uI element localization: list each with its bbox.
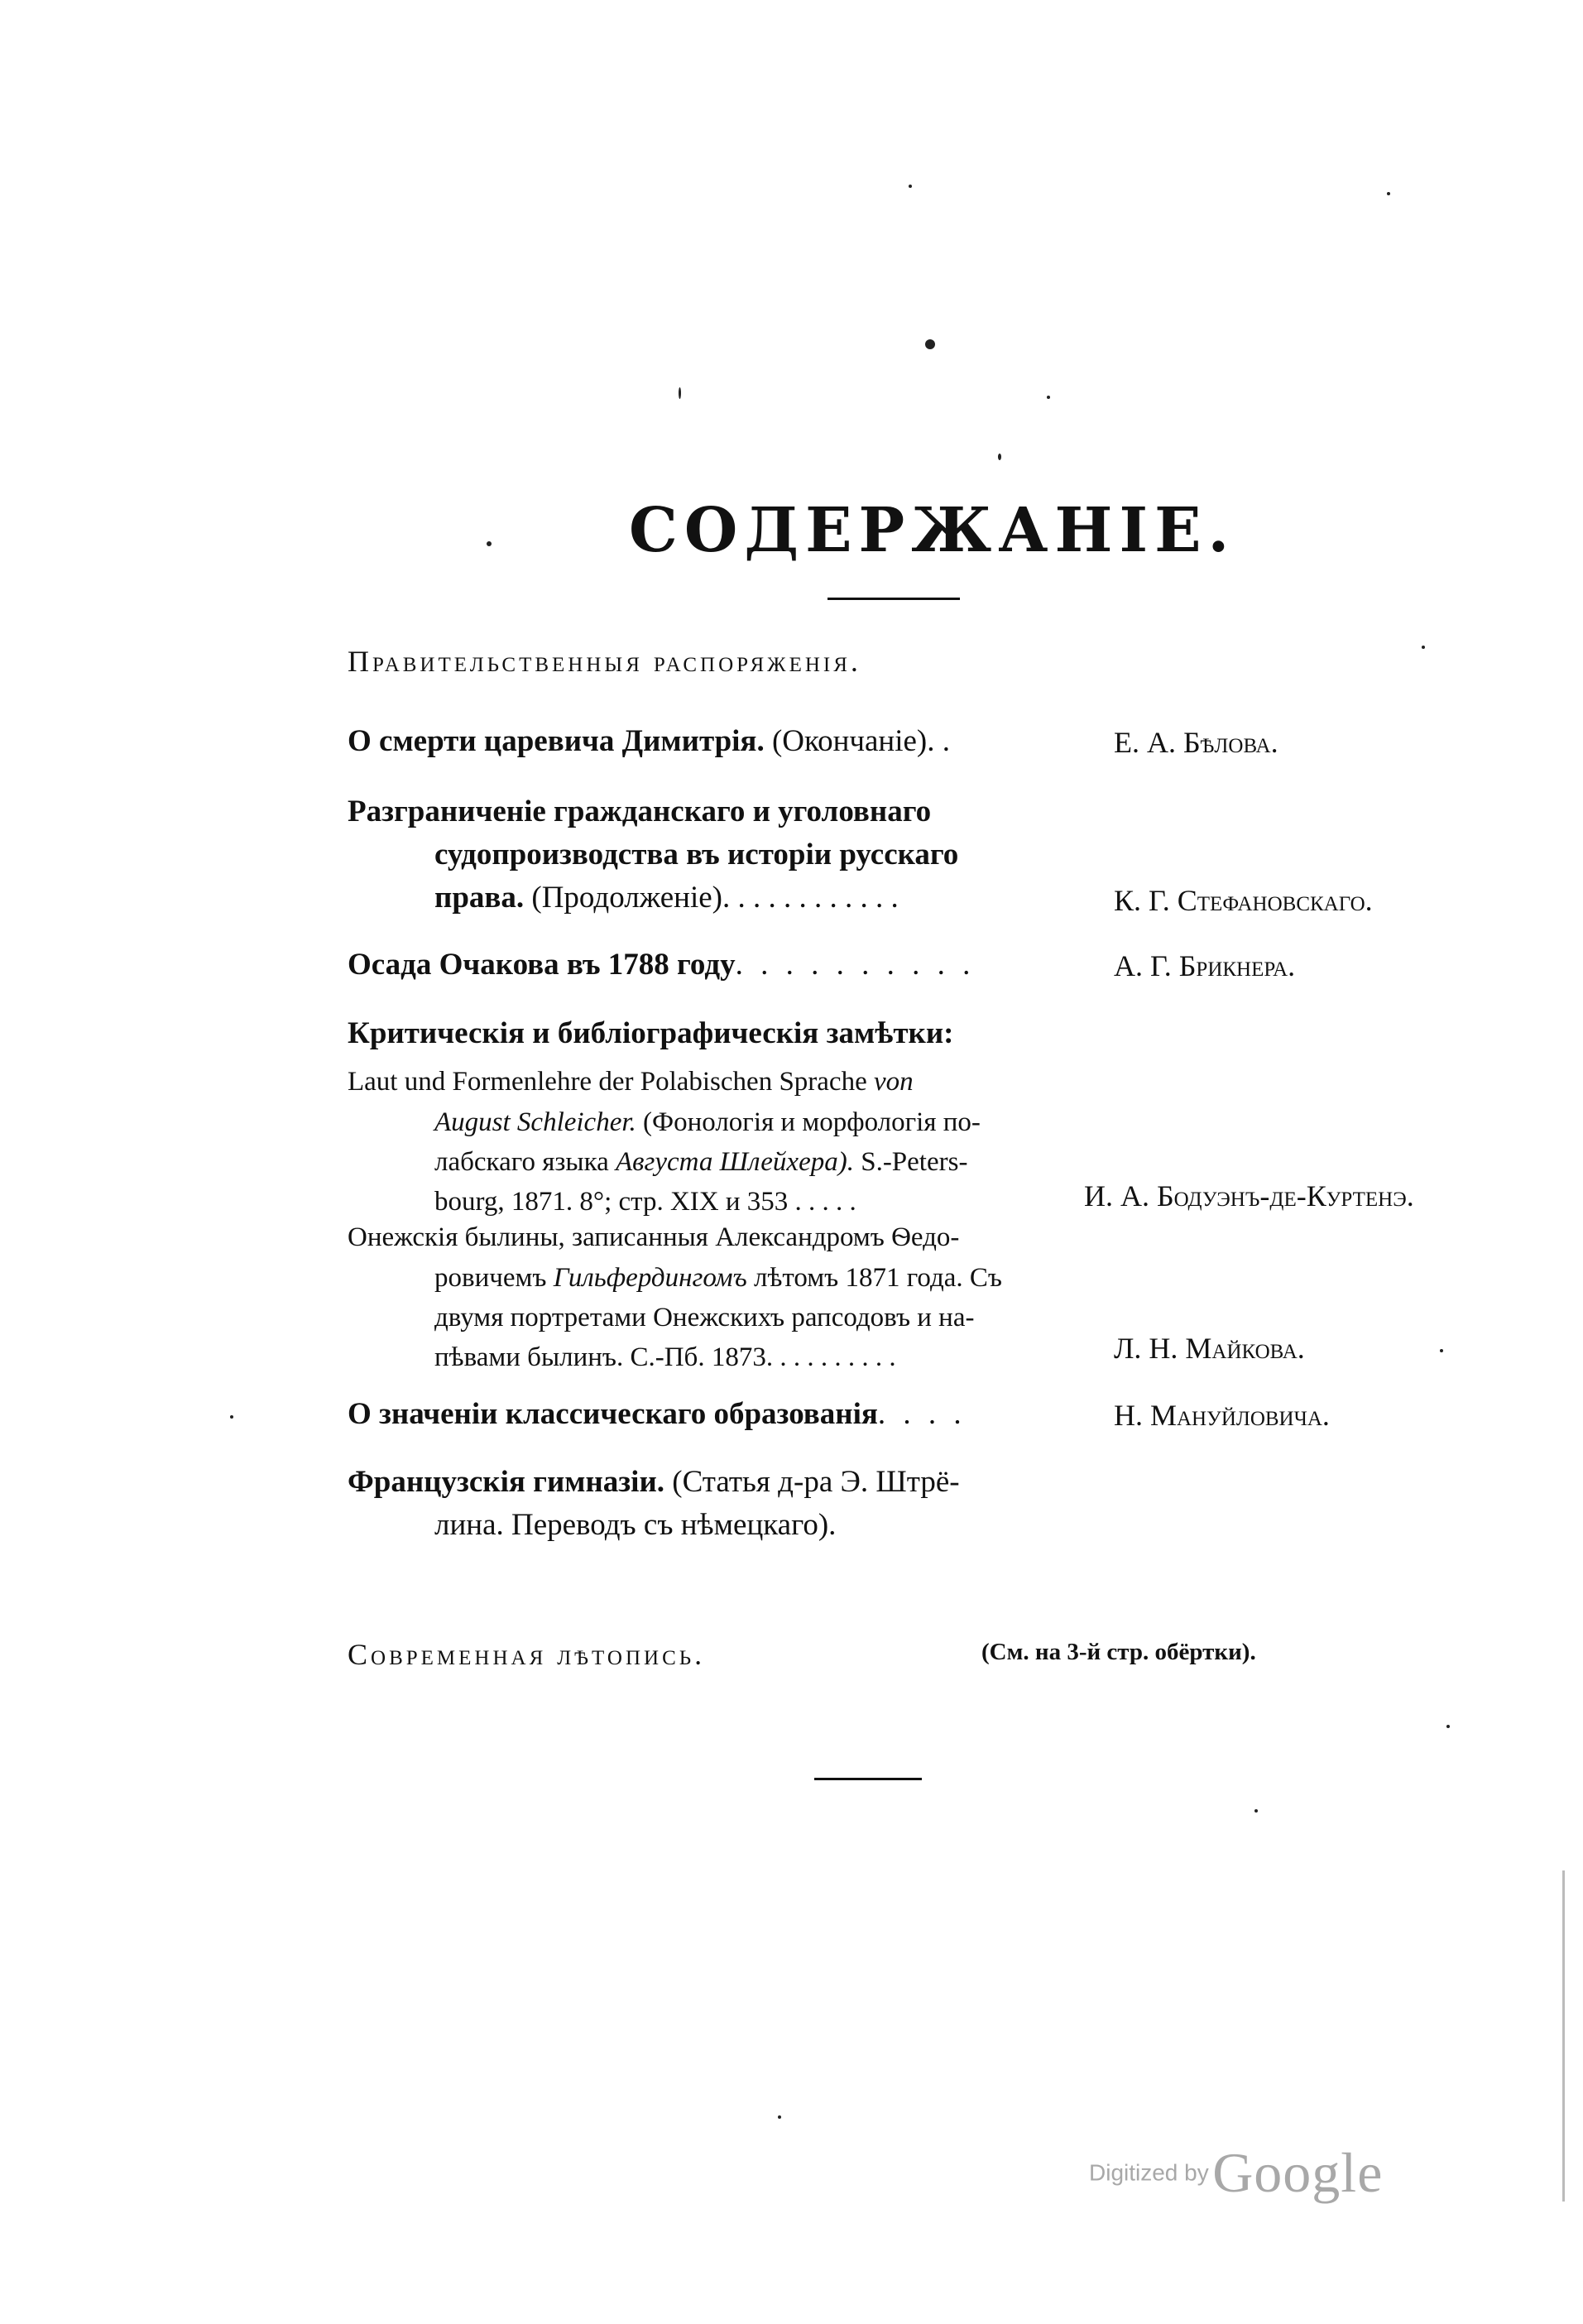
entry-author: Л. Н. Майкова. — [1114, 1332, 1305, 1365]
entry-title: О смерти царевича Димитрія. — [348, 724, 765, 758]
scan-speck — [778, 2115, 781, 2119]
entry-author: Е. А. Бѣлова. — [1114, 726, 1278, 759]
entry-author: И. А. Бодуэнъ-де-Куртенэ. — [1084, 1179, 1414, 1212]
scan-speck — [1422, 646, 1425, 649]
entry-title-line: Разграниченіе гражданскаго и уголовнаго — [348, 795, 932, 828]
scan-speck — [1562, 1870, 1565, 2202]
scan-speck — [925, 339, 935, 349]
title-divider — [827, 598, 960, 600]
google-logo: Google — [1212, 2141, 1384, 2204]
scan-speck — [1387, 192, 1390, 195]
entry-title: Французскія гимназіи. — [348, 1465, 665, 1499]
scan-speck — [1254, 1809, 1258, 1813]
entry-title-line: права. — [434, 881, 525, 915]
entry-line-italic: Августа Шлейхера). — [616, 1147, 854, 1177]
entry-dots: . . . . — [877, 1397, 967, 1431]
entry-line: bourg, 1871. 8°; стр. XIX и 353 . . . . . — [434, 1187, 856, 1217]
toc-subheading — [348, 1012, 1456, 1055]
entry-line: Онежскія былины, записанныя Александромъ Ѳедо- — [348, 1222, 960, 1252]
entry-line: (Фонологія и морфологія по- — [636, 1107, 981, 1137]
entry-author: Н. Мануйловича. — [1114, 1399, 1330, 1432]
bottom-divider — [814, 1778, 922, 1780]
entry-note: (Статья д-ра Э. Штрё- — [664, 1465, 960, 1499]
entry-title: О значеніи классическаго образованія — [348, 1397, 878, 1431]
scan-speck — [1047, 396, 1050, 399]
entry-line: ровичемъ — [434, 1263, 554, 1293]
entry-line: лабскаго языка — [434, 1147, 616, 1177]
scan-speck — [909, 185, 912, 188]
entry-note: (Окончаніе). . — [764, 724, 950, 758]
entry-title-line: судопроизводства въ исторіи русскаго — [434, 838, 959, 872]
entry-title: Осада Очакова въ 1788 году — [348, 948, 736, 982]
scan-speck — [998, 454, 1001, 460]
page-title: СОДЕРЖАНІЕ. — [629, 495, 1236, 566]
toc-entry — [348, 1461, 1456, 1547]
entry-author: К. Г. Стефановскаго. — [1114, 884, 1373, 917]
scan-speck — [487, 541, 492, 546]
scan-speck — [679, 387, 681, 399]
entry-line: Laut und Formenlehre der Polabischen Sprache — [348, 1067, 874, 1097]
entry-line: лѣтомъ 1871 года. Съ — [746, 1263, 1002, 1293]
entry-line-italic: Гильфердингомъ — [553, 1263, 747, 1293]
toc-entry — [348, 720, 1456, 763]
section-chronicle-heading: Современная лѣтопись. — [348, 1638, 706, 1671]
entry-note: лина. Переводъ съ нѣмецкаго). — [434, 1508, 837, 1542]
watermark-prefix: Digitized by — [1089, 2159, 1209, 2186]
entry-dots: . . . . . . . . . . — [735, 948, 976, 982]
section-government-heading: Правительственныя распоряженія. — [348, 645, 861, 678]
entry-line: пѣвами былинъ. С.-Пб. 1873. . . . . . . . . . — [434, 1342, 896, 1372]
scan-speck — [1446, 1725, 1450, 1728]
scan-speck — [230, 1415, 233, 1419]
entry-line: двумя портретами Онежскихъ рапсодовъ и на- — [434, 1303, 975, 1332]
entry-line: S.-Peters- — [853, 1147, 968, 1177]
entry-author: А. Г. Брикнера. — [1114, 949, 1296, 982]
entry-line-italic: von — [873, 1067, 914, 1097]
digitized-watermark — [1089, 2140, 1383, 2206]
chronicle-note: (См. на 3-й стр. обёртки). — [981, 1639, 1256, 1665]
entry-line-italic: August Schleicher. — [434, 1107, 636, 1137]
critical-notes-heading: Критическія и библіографическія замѣтки: — [348, 1016, 954, 1050]
entry-note: (Продолженіе). . . . . . . . . . . . — [524, 881, 899, 915]
